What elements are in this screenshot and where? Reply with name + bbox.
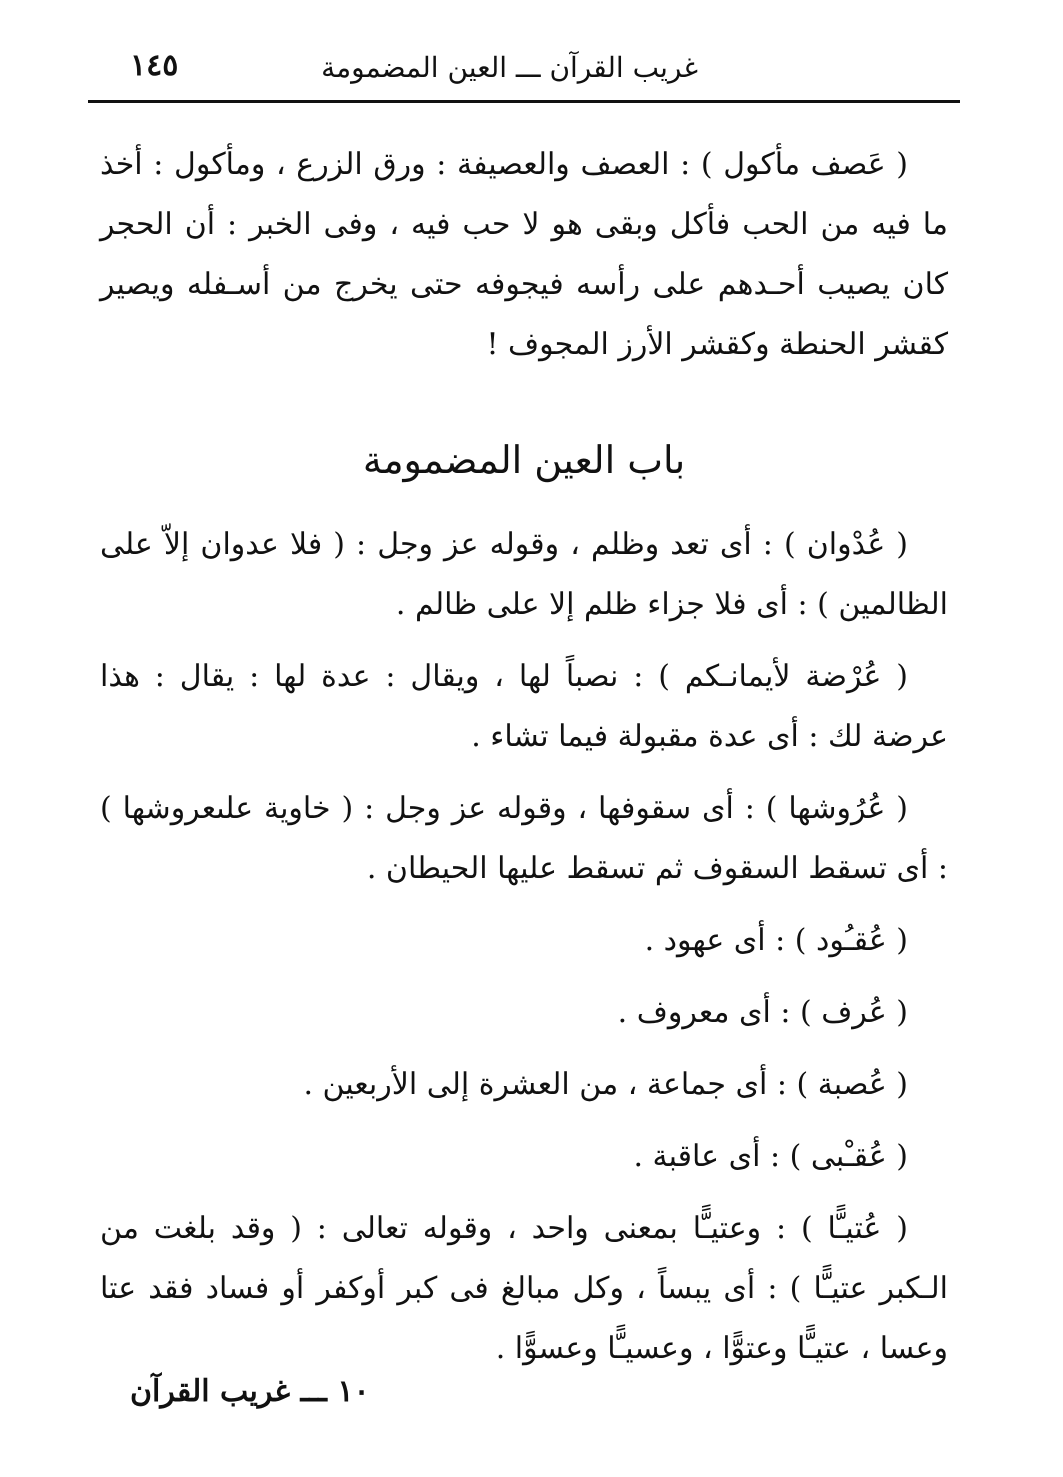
glossary-entry: ( عُصبة ) : أى جماعة ، من العشرة إلى الأربعين . [303,1067,908,1102]
glossary-entries [100,515,948,1391]
header-rule [88,100,960,103]
glossary-entry: ( عُدْوان ) : أى تعد وظلم ، وقوله عز وجل : ( فلا عدوان إلاّ على الظالمين ) : أى فلا جزاء ظلم إلا على ظالم . [100,527,948,622]
glossary-entry: ( عُقـُود ) : أى عهود . [644,923,908,958]
glossary-entry: ( عُرْضة لأيمانـكم ) : نصباً لها ، ويقال : عدة لها : يقال : هذا عرضة لك : أى عدة مقبولة فيما تشاء . [100,659,948,754]
section-heading: باب العين المضمومة [362,438,686,482]
intro-text [100,135,948,375]
glossary-entry: ( عُرف ) : أى معروف . [617,995,908,1030]
glossary-entry: ( عُقـْبى ) : أى عاقبة . [633,1139,908,1174]
page-header [88,40,960,100]
glossary-entry: ( عُرُوشها ) : أى سقوفها ، وقوله عز وجل : ( خاوية علىعروشها ) : أى تسقط السقوف ثم تسقط عليها الحيطان . [100,791,948,886]
glossary-entry: ( عُتيـًّا ) : وعتيـًّا بمعنى واحد ، وقوله تعالى : ( وقد بلغت من الـكبر عتيـًّا ) : أى يبساً ، وكل مبالغ فى كبر أوكفر أو فساد فقد عتا وعسا ، عتيـًّا وعتوًّا ، وعسيـًّا وعسوًّا . [100,1211,948,1366]
page-number: ١٤٥ [130,48,179,83]
signature-mark: ١٠ ـــ غريب القرآن [130,1374,370,1409]
intro-paragraph: ( عَصف مأكول ) : العصف والعصيفة : ورق الزرع ، ومأكول : أخذ ما فيه من الحب فأكل وبقى هو لا حب فيه ، وفى الخبر : أن الحجر كان يصيب أحـدهم على رأسه فيجوفه حتى يخرج من أسـفله ويصير كقشر الحنطة وكقشر الأرز المجوف ! [100,147,948,362]
running-title: غريب القرآن ـــ العين المضمومة [321,51,698,84]
